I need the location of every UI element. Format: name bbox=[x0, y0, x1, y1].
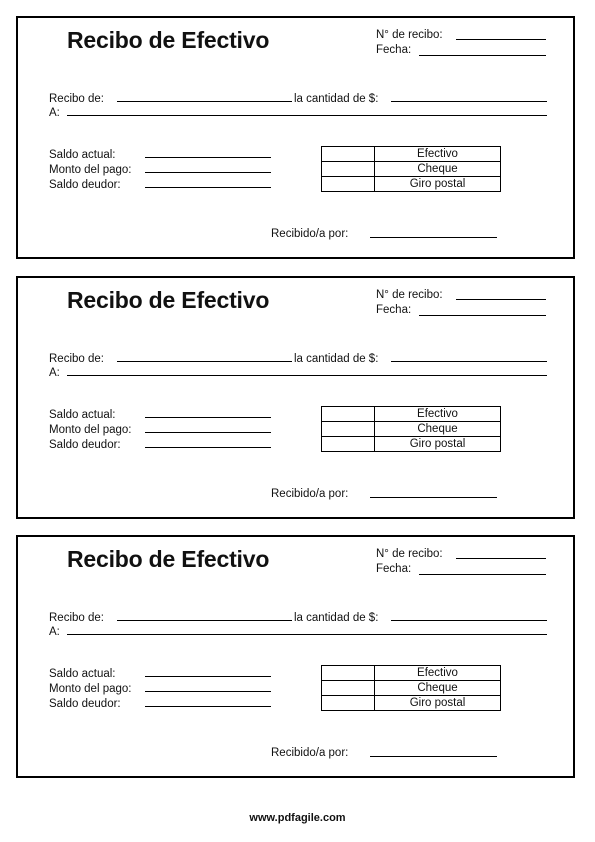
payment-method-row bbox=[322, 681, 501, 696]
receipt-title: Recibo de Efectivo bbox=[67, 546, 270, 572]
current-balance-field[interactable] bbox=[145, 157, 271, 158]
current-balance-label: Saldo actual: bbox=[49, 668, 116, 680]
received-from-field[interactable] bbox=[117, 101, 292, 102]
received-from-field[interactable] bbox=[117, 620, 292, 621]
payment-method-checkbox[interactable] bbox=[322, 147, 375, 162]
amount-label: la cantidad de $: bbox=[294, 93, 379, 105]
payment-method-checkbox[interactable] bbox=[322, 696, 375, 711]
payment-method-label: Giro postal bbox=[375, 437, 501, 452]
payment-method-label: Cheque bbox=[375, 162, 501, 177]
payment-method-label: Cheque bbox=[375, 422, 501, 437]
date-label: Fecha: bbox=[376, 563, 412, 575]
receipt-title: Recibo de Efectivo bbox=[67, 287, 270, 313]
cash-receipt bbox=[16, 535, 575, 778]
footer-website: www.pdfagile.com bbox=[249, 812, 346, 824]
date-field[interactable] bbox=[419, 574, 546, 575]
amount-field[interactable] bbox=[391, 361, 547, 362]
payment-method-row bbox=[322, 437, 501, 452]
to-label: A: bbox=[49, 107, 60, 119]
date-field[interactable] bbox=[419, 55, 546, 56]
payment-method-checkbox[interactable] bbox=[322, 437, 375, 452]
current-balance-label: Saldo actual: bbox=[49, 149, 116, 161]
received-from-field[interactable] bbox=[117, 361, 292, 362]
amount-field[interactable] bbox=[391, 620, 547, 621]
payment-method-checkbox[interactable] bbox=[322, 666, 375, 681]
payment-method-checkbox[interactable] bbox=[322, 422, 375, 437]
received-by-label: Recibido/a por: bbox=[271, 488, 349, 500]
balance-due-label: Saldo deudor: bbox=[49, 179, 121, 191]
received-by-label: Recibido/a por: bbox=[271, 747, 349, 759]
balance-due-field[interactable] bbox=[145, 706, 271, 707]
to-label: A: bbox=[49, 367, 60, 379]
date-label: Fecha: bbox=[376, 44, 412, 56]
payment-amount-field[interactable] bbox=[145, 432, 271, 433]
amount-label: la cantidad de $: bbox=[294, 612, 379, 624]
receipt-number-field[interactable] bbox=[456, 299, 546, 300]
current-balance-field[interactable] bbox=[145, 417, 271, 418]
receipt-number-field[interactable] bbox=[456, 558, 546, 559]
received-by-field[interactable] bbox=[370, 497, 497, 498]
to-field[interactable] bbox=[67, 375, 547, 376]
payment-amount-field[interactable] bbox=[145, 691, 271, 692]
payment-amount-label: Monto del pago: bbox=[49, 424, 132, 436]
payment-method-label: Efectivo bbox=[375, 147, 501, 162]
receipt-number-field[interactable] bbox=[456, 39, 546, 40]
date-field[interactable] bbox=[419, 315, 546, 316]
payment-method-row bbox=[322, 147, 501, 162]
receipt-number-label: N° de recibo: bbox=[376, 29, 443, 41]
payment-method-row bbox=[322, 666, 501, 681]
received-by-field[interactable] bbox=[370, 237, 497, 238]
payment-method-checkbox[interactable] bbox=[322, 177, 375, 192]
received-from-label: Recibo de: bbox=[49, 612, 104, 624]
to-field[interactable] bbox=[67, 115, 547, 116]
date-label: Fecha: bbox=[376, 304, 412, 316]
payment-amount-field[interactable] bbox=[145, 172, 271, 173]
balance-due-field[interactable] bbox=[145, 187, 271, 188]
payment-method-table bbox=[321, 146, 501, 192]
balance-due-field[interactable] bbox=[145, 447, 271, 448]
payment-method-label: Efectivo bbox=[375, 666, 501, 681]
received-by-field[interactable] bbox=[370, 756, 497, 757]
payment-method-checkbox[interactable] bbox=[322, 681, 375, 696]
amount-field[interactable] bbox=[391, 101, 547, 102]
balance-due-label: Saldo deudor: bbox=[49, 698, 121, 710]
received-from-label: Recibo de: bbox=[49, 93, 104, 105]
to-field[interactable] bbox=[67, 634, 547, 635]
receipt-number-label: N° de recibo: bbox=[376, 548, 443, 560]
receipt-title: Recibo de Efectivo bbox=[67, 27, 270, 53]
payment-method-table bbox=[321, 665, 501, 711]
payment-method-label: Giro postal bbox=[375, 696, 501, 711]
cash-receipt bbox=[16, 16, 575, 259]
payment-method-label: Giro postal bbox=[375, 177, 501, 192]
cash-receipt bbox=[16, 276, 575, 519]
payment-method-table bbox=[321, 406, 501, 452]
payment-method-label: Efectivo bbox=[375, 407, 501, 422]
payment-method-row bbox=[322, 696, 501, 711]
payment-method-label: Cheque bbox=[375, 681, 501, 696]
payment-amount-label: Monto del pago: bbox=[49, 164, 132, 176]
received-by-label: Recibido/a por: bbox=[271, 228, 349, 240]
to-label: A: bbox=[49, 626, 60, 638]
payment-method-row bbox=[322, 177, 501, 192]
balance-due-label: Saldo deudor: bbox=[49, 439, 121, 451]
payment-amount-label: Monto del pago: bbox=[49, 683, 132, 695]
current-balance-label: Saldo actual: bbox=[49, 409, 116, 421]
received-from-label: Recibo de: bbox=[49, 353, 104, 365]
payment-method-row bbox=[322, 162, 501, 177]
payment-method-checkbox[interactable] bbox=[322, 407, 375, 422]
current-balance-field[interactable] bbox=[145, 676, 271, 677]
payment-method-row bbox=[322, 422, 501, 437]
amount-label: la cantidad de $: bbox=[294, 353, 379, 365]
receipt-number-label: N° de recibo: bbox=[376, 289, 443, 301]
payment-method-checkbox[interactable] bbox=[322, 162, 375, 177]
payment-method-row bbox=[322, 407, 501, 422]
